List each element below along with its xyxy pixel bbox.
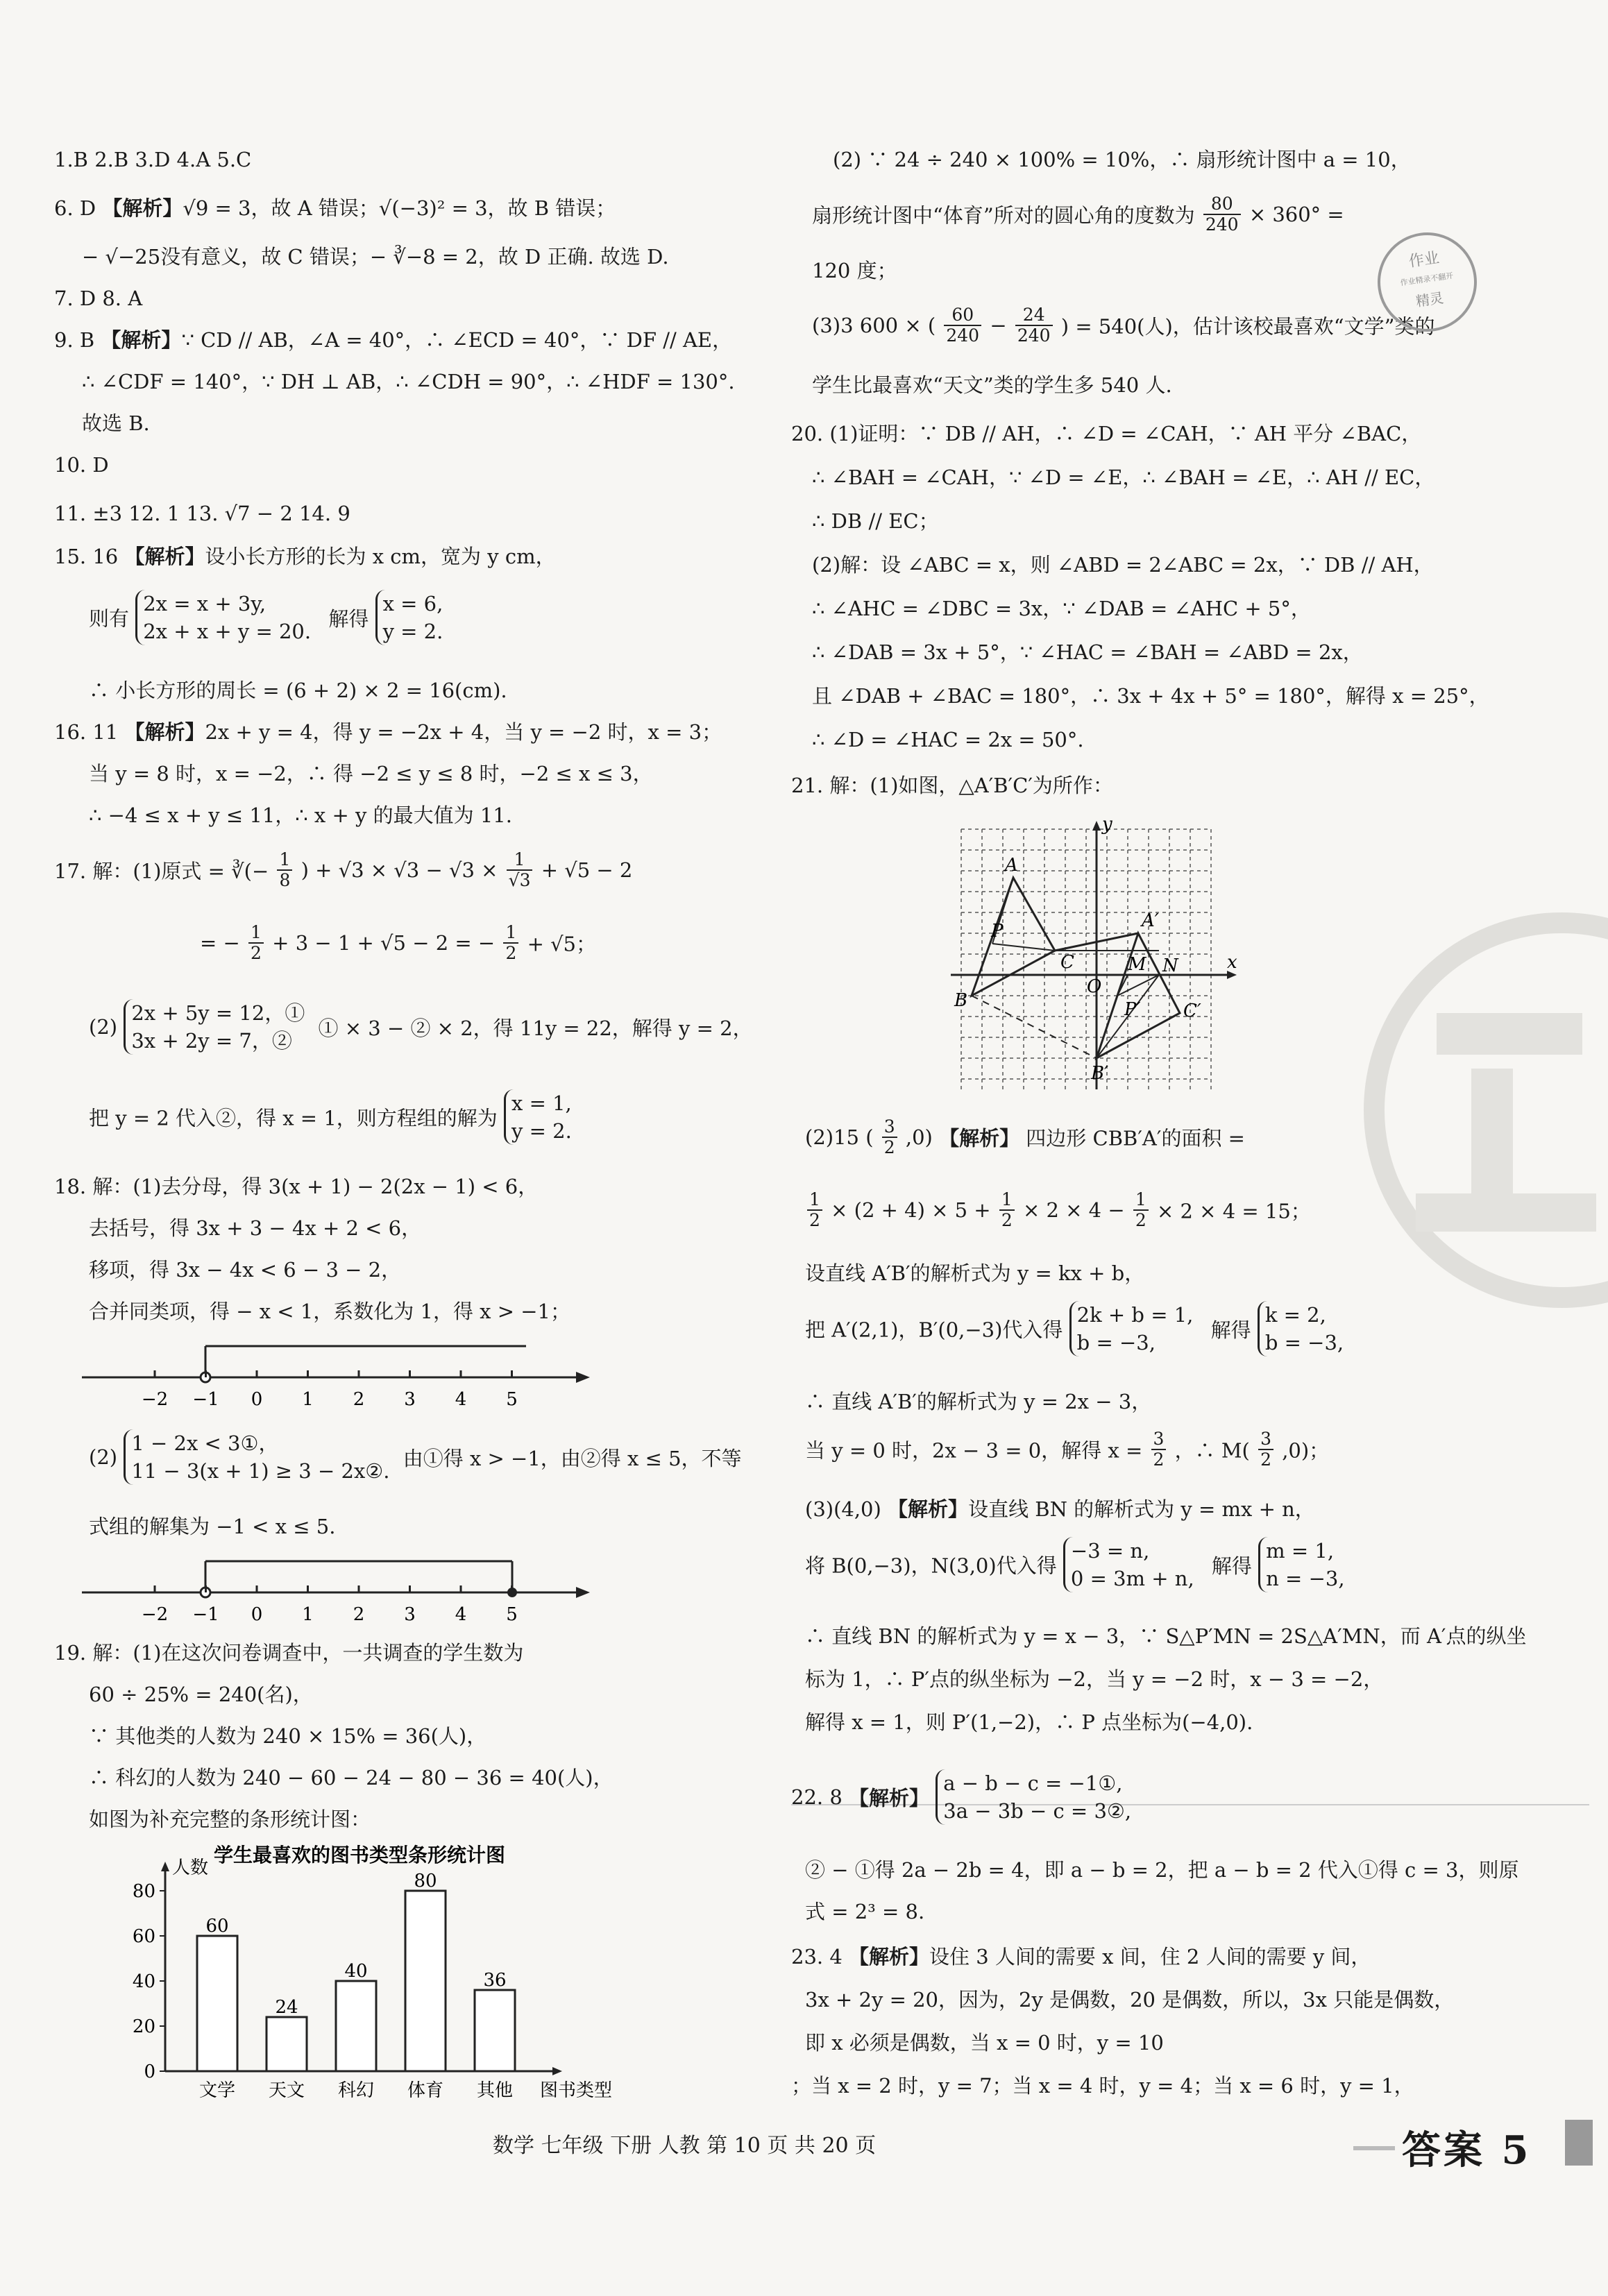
equation-row: y = 2.: [511, 1119, 572, 1143]
numerator: 1: [277, 850, 292, 871]
expression-part: × 2 × 4 = 15；: [1156, 1199, 1311, 1223]
numerator: 3: [1258, 1429, 1273, 1450]
answer-21-2: [805, 1117, 1245, 1157]
expression-part: −: [990, 314, 1007, 337]
equation-row: 0 = 3m + n,: [1070, 1567, 1194, 1590]
chart-category-label: 文学: [198, 2080, 236, 2101]
number-line-tick-label: 1: [302, 1604, 314, 1625]
number-line-tick-label: −1: [192, 1389, 219, 1410]
answer-line: 设直线 A′B′的解析式为 y = kx + b，: [805, 1261, 1145, 1285]
answer-line: ∴ −4 ≤ x + y ≤ 11，∴ x + y 的最大值为 11.: [89, 803, 512, 827]
numerator: 3: [882, 1117, 897, 1138]
answer-line: ∴ 科幻的人数为 240 − 60 − 24 − 80 − 36 = 40(人)，: [89, 1766, 613, 1789]
answer-line: 故选 B.: [82, 411, 150, 435]
solution-brace: [375, 590, 443, 645]
expression-part: 把 A′(2,1)，B′(0,−3)代入得: [805, 1318, 1063, 1342]
equation-row: k = 2,: [1264, 1303, 1326, 1327]
number-line-tick-label: −2: [141, 1604, 169, 1625]
chart-bar: [336, 1981, 376, 2071]
answer-17-2: [89, 999, 753, 1055]
number-line-tick-label: 4: [455, 1604, 467, 1625]
answer-line: − √−25没有意义，故 C 错误；− ∛−8 = 2，故 D 正确. 故选 D.: [82, 245, 669, 269]
chart-bar-value-label: 80: [414, 1871, 437, 1891]
analysis-tag: 【解析】: [124, 720, 205, 744]
number-line-tick-label: 4: [455, 1389, 467, 1410]
solution-brace: [504, 1089, 572, 1145]
answer-19-2: [812, 194, 1344, 235]
answer-line: 3x + 2y = 20，因为，2y 是偶数，20 是偶数，所以，3x 只能是偶数，: [805, 1988, 1455, 2012]
numerator: 1: [503, 923, 518, 944]
numerator: 60: [944, 305, 981, 326]
expression-part: ) = 540(人)，估计该校最喜欢“文学”类的: [1060, 314, 1435, 339]
chart-category-label: 其他: [476, 2080, 514, 2101]
equation-system: [89, 590, 443, 645]
answer-line: 解得 x = 1，则 P′(1,−2)，∴ P 点坐标为(−4,0).: [805, 1710, 1253, 1734]
dashed-line-bb1: [972, 996, 1097, 1058]
answer-line: 去括号，得 3x + 3 − 4x + 2 < 6，: [89, 1216, 422, 1240]
answer-text: 设直线 BN 的解析式为 y = mx + n，: [968, 1497, 1315, 1521]
part-label: (2): [89, 1015, 118, 1039]
chart-y-tick-label: 20: [132, 2016, 155, 2037]
chart-y-tick-label: 60: [132, 1926, 155, 1947]
answer-line: 7. D 8. A: [54, 287, 143, 310]
numerator: 1: [1133, 1190, 1149, 1211]
equation-row: y = 2.: [382, 620, 443, 643]
denominator: 2: [883, 1137, 895, 1157]
answer-line: 式 = 2³ = 8.: [805, 1900, 925, 1923]
chart-bar-value-label: 24: [275, 1997, 298, 2018]
answer-line: 如图为补充完整的条形统计图：: [89, 1808, 371, 1831]
answer-line: 60 ÷ 25% = 240(名)，: [89, 1683, 313, 1706]
expression-part: ① × 3 − ② × 2，得 11y = 22，解得 y = 2，: [318, 1016, 753, 1040]
equation-row: 2x + x + y = 20.: [143, 620, 312, 643]
expression-part: 由①得 x > −1，由②得 x ≤ 5，不等: [403, 1446, 742, 1470]
answer-23: [791, 1943, 1371, 1971]
expression-part: + √5 − 2: [541, 858, 633, 882]
solution-brace: [1258, 1537, 1344, 1592]
chart-category-label: 体育: [407, 2080, 444, 2101]
chart-bar: [197, 1936, 237, 2071]
fraction: [999, 1190, 1015, 1230]
denominator: 2: [505, 943, 517, 963]
answer-18-2: [89, 1429, 742, 1485]
coordinate-grid-figure: [951, 819, 1242, 1096]
answer-text: √9 = 3，故 A 错误；√(−3)² = 3，故 B 错误；: [183, 196, 616, 220]
answer-line-m: [805, 1429, 1329, 1470]
grid-point-label: x: [1227, 952, 1237, 973]
grid-point-label: A: [1005, 855, 1018, 876]
expression-part: ) + √3 × √3 − √3 ×: [301, 858, 498, 882]
answer-17-1-result: [200, 923, 596, 963]
fraction: [277, 850, 292, 890]
denominator: 2: [251, 943, 262, 963]
number-line-tick-label: 3: [404, 1389, 416, 1410]
answer-line: 1.B 2.B 3.D 4.A 5.C: [54, 148, 252, 171]
answer-text: 设小长方形的长为 x cm，宽为 y cm，: [205, 545, 556, 568]
grid-point-label: A′: [1142, 910, 1159, 931]
equation-row: 3a − 3b − c = 3②,: [943, 1799, 1132, 1823]
chart-x-label: 图书类型: [540, 2080, 613, 2101]
inequality-row: 1 − 2x < 3①，: [131, 1431, 279, 1455]
analysis-tag: 【解析】: [102, 196, 183, 220]
answer-number: 9. B: [54, 328, 101, 352]
answer-badge: 答案 5: [1402, 2127, 1532, 2173]
numerator: 1: [248, 923, 264, 944]
equation-row: x = 1,: [511, 1091, 572, 1115]
answer-line: (2)解：设 ∠ABC = x，则 ∠ABD = 2∠ABC = 2x，∵ DB // AH，: [812, 553, 1434, 577]
answer-number: 23. 4: [791, 1945, 849, 1968]
footer-tab: [1565, 2120, 1593, 2166]
numerator: 1: [507, 850, 533, 871]
fraction: [1258, 1429, 1273, 1470]
system-label: 则有: [89, 606, 130, 631]
area-calc: [805, 1190, 1311, 1230]
stamp-top-text: 作业: [1407, 249, 1441, 271]
fraction: [807, 1190, 822, 1230]
chart-y-tick-label: 80: [132, 1881, 155, 1902]
number-line-tick-label: 0: [251, 1604, 263, 1625]
inequality-row: 11 − 3(x + 1) ≥ 3 − 2x②.: [131, 1459, 390, 1483]
answer-6: [54, 194, 616, 222]
expression-part: ，∴ M(: [1174, 1438, 1250, 1463]
substitution-system-2: [805, 1537, 1345, 1592]
numerator: 24: [1015, 305, 1053, 326]
analysis-tag: 【解析】: [101, 328, 182, 352]
answer-line: ∴ 直线 A′B′的解析式为 y = 2x − 3，: [805, 1390, 1152, 1413]
answer-line: ∴ 直线 BN 的解析式为 y = x − 3，∵ S△P′MN = 2S△A′MN，而 A′点的纵坐: [805, 1624, 1527, 1648]
solve-label: 解得: [328, 606, 369, 631]
fraction: [882, 1117, 897, 1157]
answer-17-1: [54, 850, 632, 890]
answer-line: ∵ 其他类的人数为 240 × 15% = 36(人)，: [89, 1724, 487, 1748]
answer-line: 且 ∠DAB + ∠BAC = 180°，∴ 3x + 4x + 5° = 180°，解得 x = 25°，: [812, 684, 1489, 708]
grid-point-label: B′: [1091, 1063, 1109, 1084]
expression-part: (3)3 600 × (: [812, 314, 936, 337]
expression-part: 把 y = 2 代入②，得 x = 1，则方程组的解为: [89, 1106, 498, 1130]
answer-9: [54, 326, 732, 354]
expression-part: 扇形统计图中“体育”所对的圆心角的度数为: [812, 203, 1195, 228]
fraction: [1203, 194, 1241, 235]
expression-part: × 2 × 4 −: [1022, 1198, 1125, 1222]
bar-chart: [110, 1842, 693, 2106]
grid-point-label: O: [1087, 976, 1102, 997]
denominator: 2: [809, 1210, 820, 1230]
answer-line: 10. D: [54, 453, 109, 477]
answer-line: 18. 解：(1)去分母，得 3(x + 1) − 2(2x − 1) < 6，: [54, 1175, 539, 1198]
expression-part: = −: [200, 931, 240, 955]
grid-point-label: C: [1060, 952, 1074, 973]
equation-row: 3x + 2y = 7，②: [131, 1029, 292, 1053]
answer-line: 合并同类项，得 − x < 1，系数化为 1，得 x > −1；: [89, 1300, 571, 1323]
answer-16: [54, 718, 722, 746]
inequality-brace: [124, 1429, 389, 1485]
grid-point-label: B: [954, 990, 968, 1011]
analysis-tag: 【解析】: [849, 1786, 930, 1810]
expression-part: × (2 + 4) × 5 +: [831, 1198, 991, 1222]
denominator: 2: [1153, 1449, 1165, 1470]
answer-line: ∴ ∠CDF = 140°，∵ DH ⊥ AB，∴ ∠CDH = 90°，∴ ∠HDF = 130°.: [82, 370, 735, 393]
equation-brace: [1069, 1301, 1194, 1357]
equation-row: b = −3,: [1076, 1331, 1156, 1354]
equation-row: −3 = n,: [1070, 1539, 1150, 1563]
denominator: 240: [1017, 325, 1051, 346]
answer-line: 标为 1，∴ P′点的纵坐标为 −2，当 y = −2 时，x − 3 = −2，: [805, 1667, 1384, 1691]
answer-line: 式组的解集为 −1 < x ≤ 5.: [89, 1515, 336, 1538]
equation-brace: [936, 1769, 1131, 1825]
fraction: [503, 923, 518, 963]
equation-row: b = −3,: [1264, 1331, 1344, 1354]
answer-line: 当 y = 8 时，x = −2，∴ 得 −2 ≤ y ≤ 8 时，−2 ≤ x ≤ 3，: [89, 762, 653, 785]
denominator: 8: [279, 870, 291, 890]
equation-row: 2x = x + 3y,: [143, 592, 266, 615]
expression-part: + 3 − 1 + √5 − 2 = −: [272, 931, 496, 955]
answer-line: 19. 解：(1)在这次问卷调查中，一共调查的学生数为: [54, 1641, 524, 1665]
number-line-tick-label: 0: [251, 1389, 263, 1410]
denominator: 240: [1205, 214, 1239, 235]
chart-bar: [266, 2017, 307, 2071]
answer-line: 移项，得 3x − 4x < 6 − 3 − 2，: [89, 1258, 402, 1282]
answer-19-3: [812, 305, 1434, 346]
answer-number: 22. 8: [791, 1785, 849, 1809]
answer-number: 15. 16: [54, 545, 125, 568]
chart-category-label: 科幻: [337, 2080, 375, 2101]
expression-part: ,0)；: [1282, 1438, 1330, 1463]
chart-bar: [405, 1891, 446, 2071]
numerator: 80: [1203, 194, 1241, 215]
answer-number: 16. 11: [54, 720, 125, 744]
numerator: 1: [807, 1190, 822, 1211]
grid-point-label: y: [1102, 819, 1112, 835]
denominator: √3: [508, 870, 531, 890]
equation-row: n = −3,: [1266, 1567, 1345, 1590]
numerator: 3: [1151, 1429, 1167, 1450]
stamp-middle-text: 作业精录不翻开: [1399, 271, 1454, 288]
number-line-1: [82, 1339, 595, 1415]
equation-row: x = 6,: [382, 592, 443, 615]
expression-part: × 360° =: [1249, 203, 1344, 226]
equation-row: 2x + 5y = 12，①: [131, 1001, 305, 1025]
equation-row: a − b − c = −1①,: [943, 1771, 1123, 1795]
grid-point-label: M: [1128, 954, 1146, 975]
solve-label: 解得: [1211, 1554, 1252, 1578]
answer-line: 即 x 必须是偶数，当 x = 0 时，y = 10: [805, 2031, 1164, 2055]
equation-row: 2k + b = 1,: [1076, 1303, 1194, 1327]
number-line-tick-label: −2: [141, 1389, 169, 1410]
chart-bar: [475, 1990, 515, 2071]
fraction: [1151, 1429, 1167, 1470]
analysis-tag: 【解析】: [124, 545, 205, 568]
answer-line: ；当 x = 2 时，y = 7；当 x = 4 时，y = 4；当 x = 6 时，y = 1，: [791, 2074, 1414, 2098]
grid-point-label: N: [1162, 955, 1178, 976]
fraction: [1133, 1190, 1149, 1230]
grid-point-label: C′: [1183, 1001, 1201, 1021]
chart-bar-value-label: 36: [483, 1970, 507, 1991]
expression-part: 17. 解：(1)原式 = ∛(−: [54, 859, 269, 883]
footer-text: 数学 七年级 下册 人教 第 10 页 共 20 页: [493, 2134, 877, 2158]
equation-row: m = 1,: [1266, 1539, 1335, 1563]
fraction: [507, 850, 533, 890]
equation-brace: [124, 999, 305, 1055]
answer-number: 6. D: [54, 196, 103, 220]
number-line-2: [82, 1554, 595, 1631]
answer-15: [54, 543, 556, 570]
denominator: 2: [1135, 1210, 1146, 1230]
number-line-tick-label: 1: [302, 1389, 314, 1410]
answer-line: ∴ 小长方形的周长 = (6 + 2) × 2 = 16(cm).: [89, 679, 507, 702]
answer-line: ∴ ∠DAB = 3x + 5°，∵ ∠HAC = ∠BAH = ∠ABD = 2x，: [812, 640, 1363, 664]
chart-y-tick-label: 0: [144, 2061, 155, 2082]
answer-line: ∴ ∠AHC = ∠DBC = 3x，∵ ∠DAB = ∠AHC + 5°，: [812, 597, 1311, 620]
answer-line: 21. 解：(1)如图，△A′B′C′为所作：: [791, 774, 1113, 797]
answer-line: ∴ ∠BAH = ∠CAH，∵ ∠D = ∠E，∴ ∠BAH = ∠E，∴ AH // EC，: [812, 466, 1435, 489]
answer-22: [791, 1769, 1131, 1825]
answer-line: ∴ DB // EC；: [812, 509, 939, 533]
number-line-tick-label: −1: [192, 1604, 219, 1625]
answer-line: 120 度；: [812, 259, 897, 282]
number-line-tick-label: 3: [404, 1604, 416, 1625]
answer-line: (2) ∵ 24 ÷ 240 × 100% = 10%，∴ 扇形统计图中 a = 10，: [833, 148, 1411, 171]
equation-brace: [1063, 1537, 1194, 1592]
fraction: [1015, 305, 1053, 346]
analysis-tag: 【解析】: [849, 1945, 930, 1968]
answer-line: 11. ±3 12. 1 13. √7 − 2 14. 9: [54, 502, 350, 525]
number-line-tick-label: 2: [353, 1604, 365, 1625]
analysis-tag: 【解析】: [888, 1497, 969, 1521]
part-label: (2): [89, 1445, 118, 1469]
numerator: 1: [999, 1190, 1015, 1211]
expression-part: ,0): [905, 1125, 940, 1149]
answer-line: ∴ ∠D = ∠HAC = 2x = 50°.: [812, 728, 1084, 751]
footer-dots: [1353, 2146, 1395, 2150]
expression-part: + √5；: [527, 932, 597, 956]
equation-brace: [135, 590, 311, 645]
stamp-bottom-text: 精灵: [1414, 289, 1445, 310]
grid-point-label: P′: [1124, 999, 1141, 1020]
triangle-abc: [972, 878, 1055, 996]
grid-point-label: P: [991, 921, 1004, 942]
denominator: 2: [1001, 1210, 1013, 1230]
solve-label: 解得: [1210, 1318, 1251, 1342]
analysis-tag: 【解析】: [939, 1126, 1020, 1150]
fraction: [944, 305, 981, 346]
number-line-tick-label: 2: [353, 1389, 365, 1410]
chart-title: 学生最喜欢的图书类型条形统计图: [213, 1844, 506, 1866]
number-line-tick-label: 5: [506, 1389, 518, 1410]
chart-bar-value-label: 60: [205, 1916, 229, 1937]
answer-text: ∵ CD // AB，∠A = 40°，∴ ∠ECD = 40°，∵ DF // AE，: [181, 328, 733, 352]
answer-number: (3)(4,0): [805, 1497, 888, 1521]
answer-line: 学生比最喜欢“天文”类的学生多 540 人.: [812, 373, 1172, 397]
expression-part: (2)15 (: [805, 1125, 874, 1149]
denominator: 240: [946, 325, 980, 346]
watermark-seal-icon: [1353, 902, 1608, 1318]
answer-text: 设住 3 人间的需要 x 间，住 2 人间的需要 y 间，: [929, 1945, 1371, 1968]
substitution-system: [805, 1301, 1344, 1357]
answer-text: 2x + y = 4，得 y = −2x + 4，当 y = −2 时，x = 3；: [205, 720, 722, 744]
number-line-tick-label: 5: [506, 1604, 518, 1625]
chart-bar-value-label: 40: [344, 1961, 368, 1982]
answer-17-2-result: [89, 1089, 572, 1145]
expression-part: 当 y = 0 时，2x − 3 = 0，解得 x =: [805, 1438, 1143, 1463]
solution-brace: [1258, 1301, 1344, 1357]
fraction: [248, 923, 264, 963]
expression-part: 将 B(0,−3)，N(3,0)代入得: [805, 1554, 1057, 1578]
chart-y-tick-label: 40: [132, 1971, 155, 1992]
expression-part: 四边形 CBB′A′的面积 =: [1026, 1126, 1245, 1150]
chart-category-label: 天文: [268, 2080, 305, 2101]
page-footer: [0, 2120, 1608, 2173]
chart-y-label: 人数: [172, 1857, 209, 1878]
answer-line: 20. (1)证明：∵ DB // AH，∴ ∠D = ∠CAH，∵ AH 平分 ∠BAC，: [791, 422, 1422, 445]
answer-21-3: [805, 1495, 1315, 1523]
denominator: 2: [1260, 1449, 1271, 1470]
answer-line: ② − ①得 2a − 2b = 4，即 a − b = 2，把 a − b = 2 代入①得 c = 3，则原: [805, 1858, 1519, 1882]
